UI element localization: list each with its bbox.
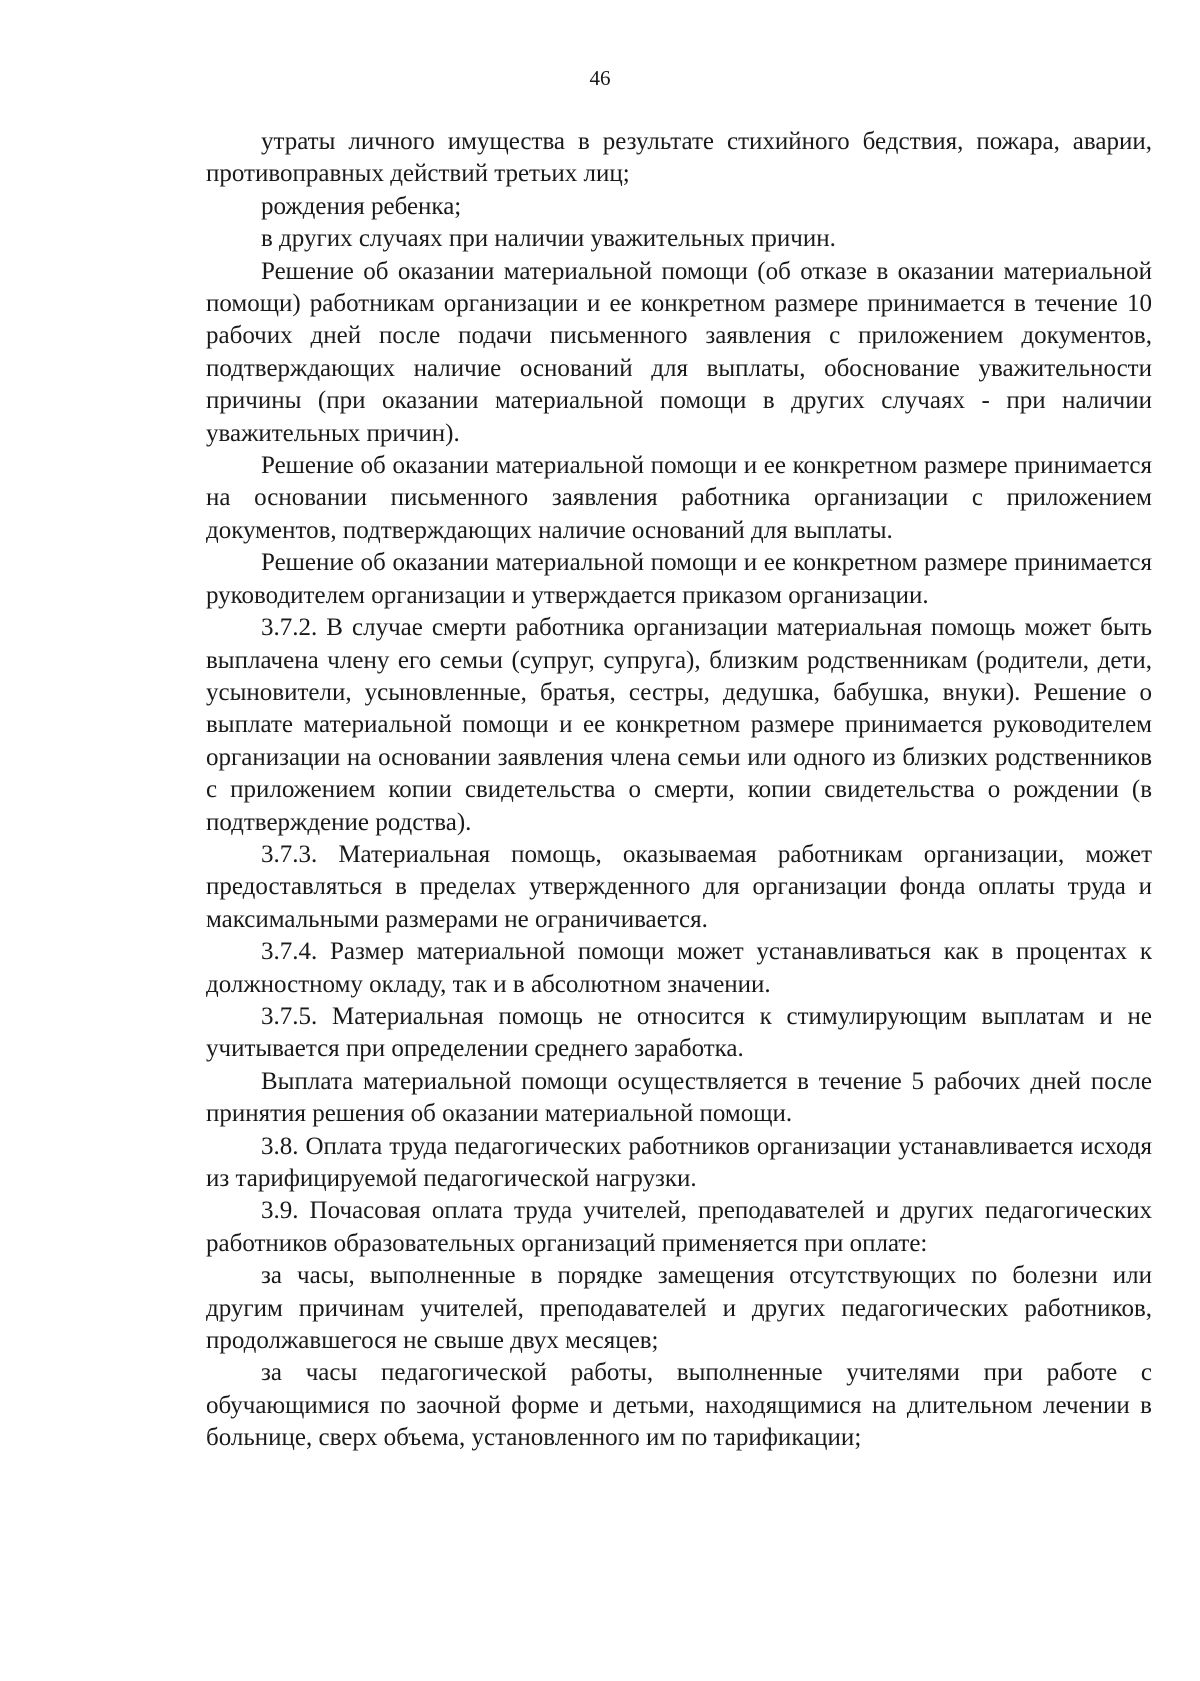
paragraph-13: 3.9. Почасовая оплата труда учителей, преподавателей и других педагогических работников образовательных организаций применяется при оплате: bbox=[206, 1197, 1152, 1257]
paragraph-1: утраты личного имущества в результате стихийного бедствия, пожара, аварии, противоправных действий третьих лиц; bbox=[206, 128, 1152, 188]
paragraph-2: рождения ребенка; bbox=[261, 192, 462, 220]
paragraph-11: Выплата материальной помощи осуществляется в течение 5 рабочих дней после принятия решения об оказании материальной помощи. bbox=[206, 1067, 1152, 1128]
paragraph-9: 3.7.4. Размер материальной помощи может устанавливаться как в процентах к должностному окладу, так и в абсолютном значении. bbox=[206, 938, 1152, 998]
paragraph-4: Решение об оказании материальной помощи (об отказе в оказании материальной помощи) работникам организации и ее конкретном размере принимается в течение 10 рабочих дней после подачи письменного заявления с приложением документов, подтверждающих наличие оснований для выплаты, обоснование уважительности причины (при оказании материальной помощи в других случаях - при наличии уважительных причин). bbox=[206, 257, 1152, 447]
paragraph-14: за часы, выполненные в порядке замещения отсутствующих по болезни или другим причинам учителей, преподавателей и других педагогических работников, продолжавшегося не свыше двух месяцев; bbox=[206, 1262, 1152, 1355]
paragraph-6: Решение об оказании материальной помощи и ее конкретном размере принимается руководителем организации и утверждается приказом организации. bbox=[206, 549, 1152, 609]
paragraph-7: 3.7.2. В случае смерти работника организации материальная помощь может быть выплачена члену его семьи (супруг, супруга), близким родственникам (родители, дети, усыновители, усыновленные, братья, сестры, дедушка, бабушка, внуки). Решение о выплате материальной помощи и ее конкретном размере принимается руководителем организации на основании заявления члена семьи или одного из близких родственников с приложением копии свидетельства о смерти, копии свидетельства о рождении (в подтверждение родства). bbox=[206, 614, 1152, 836]
paragraph-15: за часы педагогической работы, выполненные учителями при работе с обучающимися по заочной форме и детьми, находящимися на длительном лечении в больнице, сверх объема, установленного им по тарификации; bbox=[206, 1359, 1152, 1452]
page-number: 46 bbox=[589, 66, 611, 90]
document-body bbox=[206, 126, 1152, 1455]
paragraph-12: 3.8. Оплата труда педагогических работников организации устанавливается исходя из тарифицируемой педагогической нагрузки. bbox=[206, 1132, 1152, 1192]
paragraph-8: 3.7.3. Материальная помощь, оказываемая работникам организации, может предоставляться в пределах утвержденного для организации фонда оплаты труда и максимальными размерами не ограничивается. bbox=[206, 840, 1152, 933]
paragraph-10: 3.7.5. Материальная помощь не относится к стимулирующим выплатам и не учитывается при определении среднего заработка. bbox=[206, 1002, 1152, 1063]
paragraph-5: Решение об оказании материальной помощи и ее конкретном размере принимается на основании письменного заявления работника организации с приложением документов, подтверждающих наличие оснований для выплаты. bbox=[206, 452, 1152, 544]
paragraph-3: в других случаях при наличии уважительных причин. bbox=[261, 225, 836, 253]
